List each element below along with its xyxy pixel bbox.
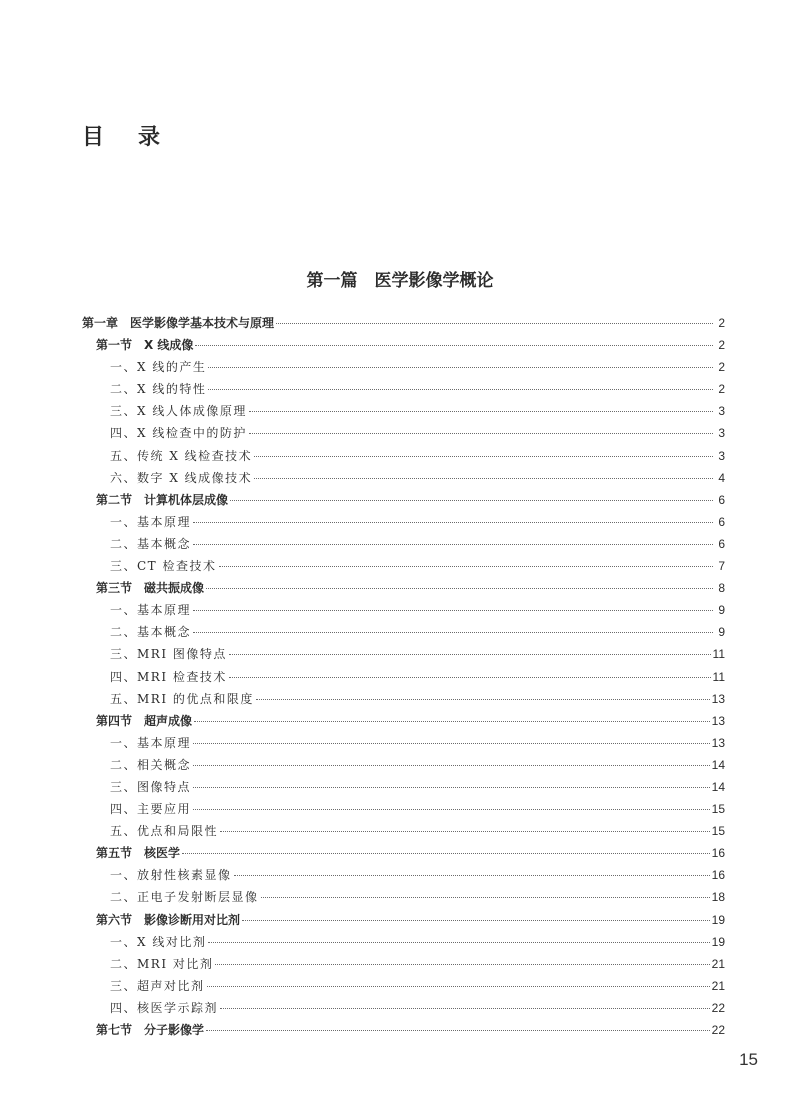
toc-subsection-entry[interactable] bbox=[82, 776, 725, 798]
dot-leader bbox=[193, 765, 710, 766]
toc-section-entry[interactable] bbox=[82, 842, 725, 864]
toc-entry-page-number: 6 bbox=[718, 514, 725, 529]
toc-entry-label: 一、X 线的产生 bbox=[110, 360, 207, 375]
toc-entry-label: 第五节 核医学 bbox=[96, 846, 181, 861]
toc-entry-label: 一、放射性核素显像 bbox=[110, 868, 232, 883]
toc-entry-page-number: 2 bbox=[718, 360, 725, 375]
dot-leader bbox=[208, 367, 713, 368]
dot-leader bbox=[229, 654, 711, 655]
toc-subsection-entry[interactable] bbox=[82, 467, 725, 489]
toc-subsection-entry[interactable] bbox=[82, 378, 725, 400]
dot-leader bbox=[182, 853, 710, 854]
toc-entry-label: 六、数字 X 线成像技术 bbox=[110, 470, 253, 485]
toc-entry-page-number: 15 bbox=[711, 802, 725, 817]
toc-subsection-entry[interactable] bbox=[82, 643, 725, 665]
dot-leader bbox=[193, 787, 710, 788]
toc-subsection-entry[interactable] bbox=[82, 886, 725, 908]
toc-entry-page-number: 22 bbox=[711, 1000, 725, 1015]
toc-subsection-entry[interactable] bbox=[82, 820, 725, 842]
toc-entry-page-number: 2 bbox=[718, 382, 725, 397]
toc-entry-label: 三、MRI 图像特点 bbox=[110, 647, 227, 662]
toc-subsection-entry[interactable] bbox=[82, 445, 725, 467]
toc-entry-label: 三、图像特点 bbox=[110, 779, 192, 794]
toc-subsection-entry[interactable] bbox=[82, 754, 725, 776]
toc-entry-label: 四、X 线检查中的防护 bbox=[110, 426, 247, 441]
toc-entry-page-number: 16 bbox=[711, 868, 725, 883]
dot-leader bbox=[276, 323, 713, 324]
toc-entry-label: 第一节 X 线成像 bbox=[96, 338, 194, 353]
toc-entry-label: 二、MRI 对比剂 bbox=[110, 956, 214, 971]
toc-entry-label: 第二节 计算机体层成像 bbox=[96, 492, 229, 507]
toc-subsection-entry[interactable] bbox=[82, 732, 725, 754]
dot-leader bbox=[193, 544, 713, 545]
toc-entry-page-number: 15 bbox=[711, 824, 725, 839]
toc-entry-label: 第四节 超声成像 bbox=[96, 713, 193, 728]
toc-entry-page-number: 22 bbox=[711, 1023, 725, 1037]
toc-section-entry[interactable] bbox=[82, 710, 725, 732]
toc-entry-label: 五、MRI 的优点和限度 bbox=[110, 691, 254, 706]
toc-entry-label: 四、核医学示踪剂 bbox=[110, 1000, 219, 1015]
dot-leader bbox=[230, 500, 713, 501]
toc-entry-page-number: 3 bbox=[718, 404, 725, 419]
dot-leader bbox=[207, 986, 710, 987]
toc-section-entry[interactable] bbox=[82, 489, 725, 511]
toc-entry-page-number: 4 bbox=[718, 470, 725, 485]
dot-leader bbox=[229, 677, 711, 678]
toc-entry-label: 四、主要应用 bbox=[110, 802, 192, 817]
part-title: 第一篇 医学影像学概论 bbox=[306, 271, 494, 291]
dot-leader bbox=[234, 875, 710, 876]
toc-subsection-entry[interactable] bbox=[82, 975, 725, 997]
toc-entry-label: 三、CT 检查技术 bbox=[110, 559, 217, 574]
toc-entry-page-number: 7 bbox=[718, 559, 725, 574]
toc-entry-page-number: 9 bbox=[718, 603, 725, 618]
toc-entry-label: 二、相关概念 bbox=[110, 757, 192, 772]
toc-subsection-entry[interactable] bbox=[82, 666, 725, 688]
page-number: 15 bbox=[739, 1050, 758, 1069]
toc-entry-page-number: 6 bbox=[718, 536, 725, 551]
page-title: 目录 bbox=[82, 125, 195, 150]
toc-entry-label: 五、传统 X 线检查技术 bbox=[110, 448, 253, 463]
toc-entry-label: 四、MRI 检查技术 bbox=[110, 669, 227, 684]
toc-subsection-entry[interactable] bbox=[82, 555, 725, 577]
toc-section-entry[interactable] bbox=[82, 334, 725, 356]
dot-leader bbox=[254, 478, 713, 479]
toc-entry-page-number: 11 bbox=[712, 669, 725, 684]
toc-entry-label: 第一章 医学影像学基本技术与原理 bbox=[82, 316, 275, 330]
toc-entry-page-number: 13 bbox=[711, 735, 725, 750]
toc-section-entry[interactable] bbox=[82, 909, 725, 931]
dot-leader bbox=[208, 942, 709, 943]
toc-entry-label: 三、X 线人体成像原理 bbox=[110, 404, 247, 419]
toc-entry-label: 三、超声对比剂 bbox=[110, 978, 205, 993]
toc-subsection-entry[interactable] bbox=[82, 422, 725, 444]
toc-entry-label: 第七节 分子影像学 bbox=[96, 1023, 205, 1037]
toc-entry-page-number: 2 bbox=[718, 338, 725, 353]
dot-leader bbox=[242, 920, 710, 921]
dot-leader bbox=[256, 699, 710, 700]
toc-entry-page-number: 9 bbox=[718, 625, 725, 640]
dot-leader bbox=[193, 632, 713, 633]
toc-entry-label: 二、X 线的特性 bbox=[110, 382, 207, 397]
toc-subsection-entry[interactable] bbox=[82, 931, 725, 953]
toc-entry-label: 一、基本原理 bbox=[110, 735, 192, 750]
toc-section-entry[interactable] bbox=[82, 577, 725, 599]
toc-entry-label: 二、正电子发射断层显像 bbox=[110, 890, 259, 905]
toc-entry-page-number: 18 bbox=[711, 890, 725, 905]
dot-leader bbox=[249, 433, 713, 434]
dot-leader bbox=[193, 743, 710, 744]
toc-entry-label: 二、基本概念 bbox=[110, 536, 192, 551]
dot-leader bbox=[194, 721, 710, 722]
dot-leader bbox=[220, 831, 710, 832]
toc-entry-page-number: 11 bbox=[712, 647, 725, 662]
dot-leader bbox=[195, 345, 713, 346]
toc-entry-label: 第三节 磁共振成像 bbox=[96, 581, 205, 596]
dot-leader bbox=[249, 411, 713, 412]
toc-subsection-entry[interactable] bbox=[82, 997, 725, 1019]
dot-leader bbox=[215, 964, 709, 965]
toc-subsection-entry[interactable] bbox=[82, 953, 725, 975]
toc-entry-page-number: 3 bbox=[718, 448, 725, 463]
dot-leader bbox=[261, 897, 710, 898]
toc-entry-page-number: 16 bbox=[711, 846, 725, 861]
toc-subsection-entry[interactable] bbox=[82, 511, 725, 533]
toc-chapter-entry[interactable] bbox=[82, 312, 725, 334]
toc-entry-page-number: 6 bbox=[718, 492, 725, 507]
toc-entry-label: 一、X 线对比剂 bbox=[110, 934, 207, 949]
toc-entry-page-number: 14 bbox=[711, 779, 725, 794]
toc-entry-page-number: 3 bbox=[718, 426, 725, 441]
dot-leader bbox=[220, 1008, 710, 1009]
toc-subsection-entry[interactable] bbox=[82, 533, 725, 555]
dot-leader bbox=[206, 588, 713, 589]
toc-entry-page-number: 19 bbox=[711, 934, 725, 949]
toc-subsection-entry[interactable] bbox=[82, 864, 725, 886]
dot-leader bbox=[219, 566, 713, 567]
dot-leader bbox=[193, 809, 710, 810]
toc-entry-page-number: 19 bbox=[711, 912, 725, 927]
toc-section-entry[interactable] bbox=[82, 1019, 725, 1041]
toc-subsection-entry[interactable] bbox=[82, 599, 725, 621]
toc-entry-page-number: 21 bbox=[711, 956, 725, 971]
toc-entry-page-number: 14 bbox=[711, 757, 725, 772]
table-of-contents bbox=[82, 312, 725, 1041]
dot-leader bbox=[193, 522, 713, 523]
toc-subsection-entry[interactable] bbox=[82, 356, 725, 378]
dot-leader bbox=[254, 456, 713, 457]
toc-entry-label: 二、基本概念 bbox=[110, 625, 192, 640]
toc-subsection-entry[interactable] bbox=[82, 400, 725, 422]
toc-entry-label: 第六节 影像诊断用对比剂 bbox=[96, 912, 241, 927]
dot-leader bbox=[208, 389, 713, 390]
toc-subsection-entry[interactable] bbox=[82, 798, 725, 820]
toc-entry-page-number: 8 bbox=[718, 581, 725, 596]
toc-subsection-entry[interactable] bbox=[82, 688, 725, 710]
toc-entry-label: 一、基本原理 bbox=[110, 603, 192, 618]
dot-leader bbox=[193, 610, 713, 611]
toc-subsection-entry[interactable] bbox=[82, 621, 725, 643]
toc-entry-page-number: 21 bbox=[711, 978, 725, 993]
toc-entry-page-number: 2 bbox=[718, 316, 725, 330]
toc-entry-label: 一、基本原理 bbox=[110, 514, 192, 529]
toc-entry-page-number: 13 bbox=[711, 713, 725, 728]
toc-entry-page-number: 13 bbox=[711, 691, 725, 706]
dot-leader bbox=[206, 1030, 710, 1031]
toc-entry-label: 五、优点和局限性 bbox=[110, 824, 219, 839]
